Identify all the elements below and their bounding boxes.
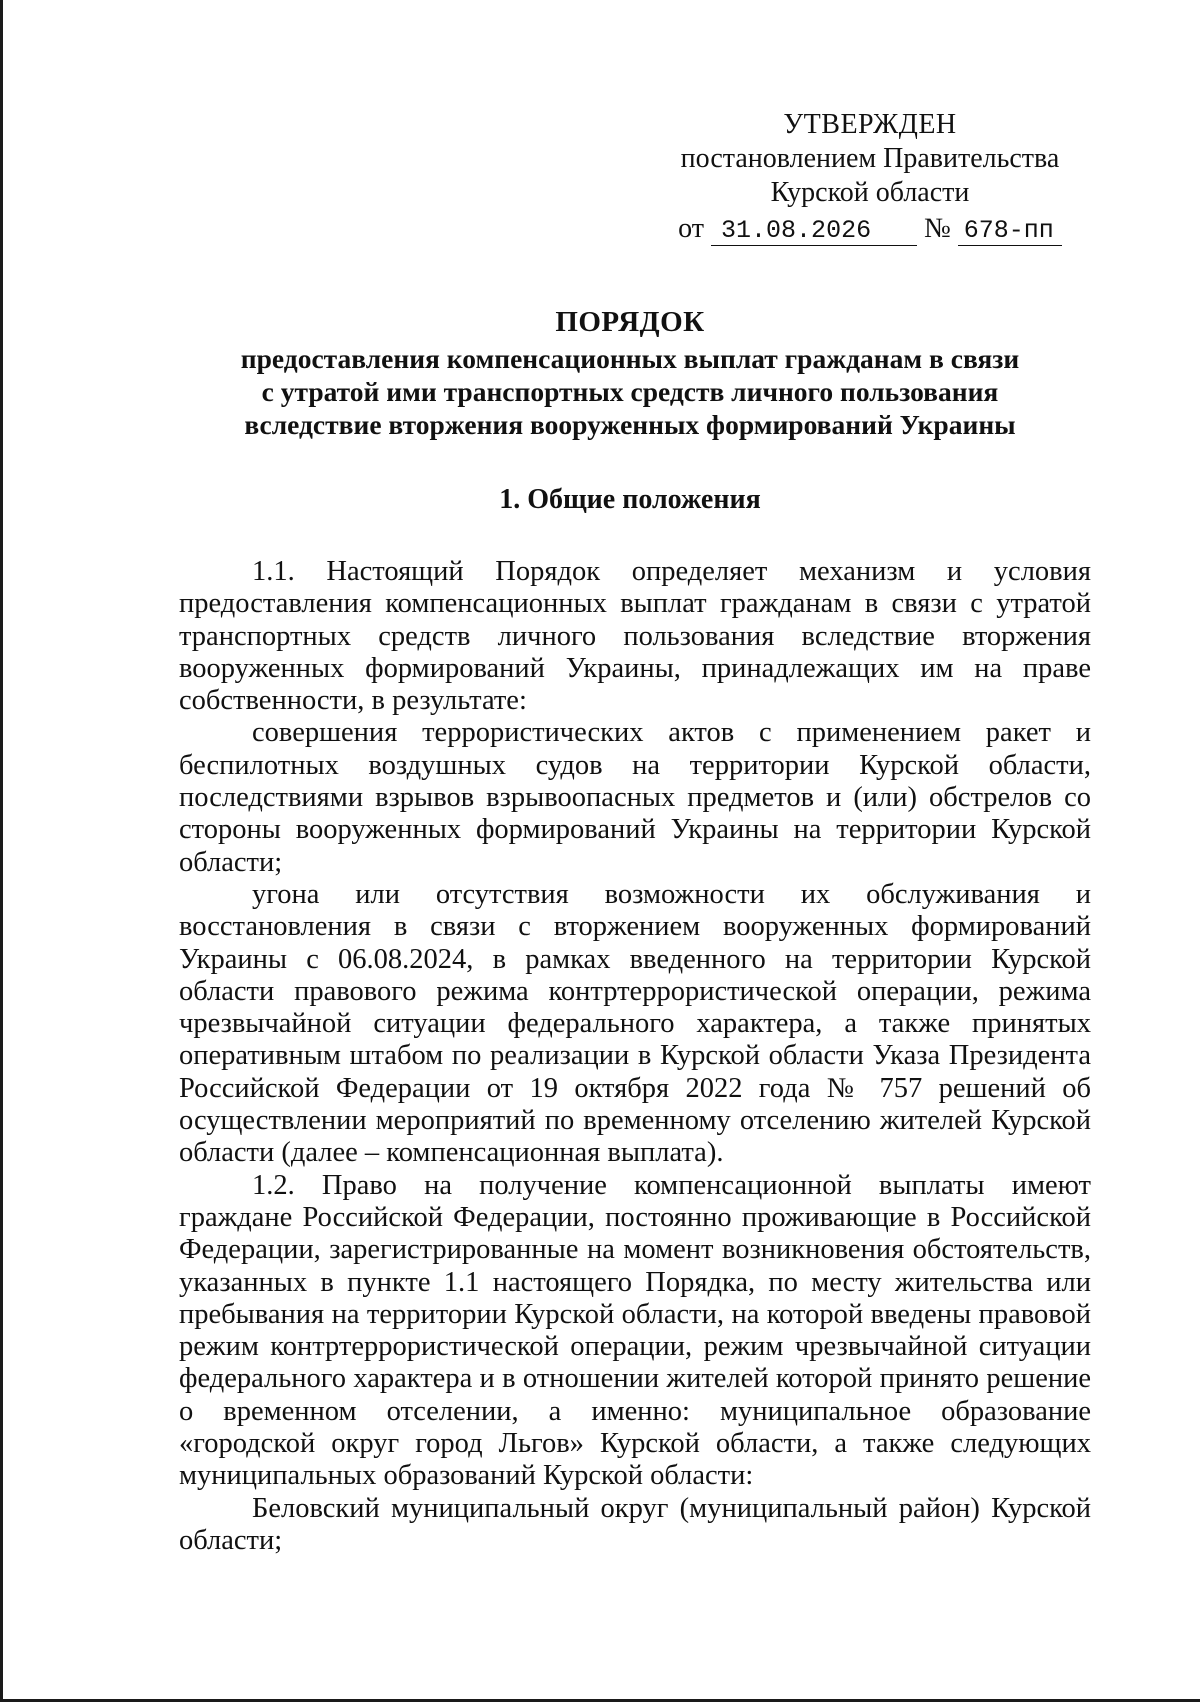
section-heading: 1. Общие положения [499, 484, 761, 515]
approval-date-line [650, 212, 1090, 246]
approval-title: УТВЕРЖДЕН [783, 109, 957, 140]
date-prefix: от [678, 213, 705, 244]
scan-edge-left [0, 0, 3, 1702]
document-subtitle-line: предоставления компенсационных выплат гражданам в связи [240, 343, 1020, 374]
approval-line-2: Курской области [770, 177, 970, 208]
document-subtitle-line: с утратой ими транспортных средств личного пользования [261, 376, 999, 407]
paragraph-1-1: 1.1. Настоящий Порядок определяет механизм и условия предоставления компенсационных выплат гражданам в связи с утратой транспортных средств личного пользования вследствие вторжения вооруженных формирований Украины, принадлежащих им на праве собственности, в результате: [179, 556, 1091, 717]
paragraph-belovsky-district: Беловский муниципальный округ (муниципальный район) Курской области; [179, 1492, 1091, 1556]
approval-number: 678-пп [958, 217, 1062, 246]
document-body [179, 556, 1091, 1557]
document-subtitle [180, 342, 1080, 441]
document-heading [180, 305, 1080, 441]
approval-stamp-block [650, 108, 1090, 246]
approval-line-1: постановлением Правительства [680, 143, 1060, 174]
paragraph-1-2: 1.2. Право на получение компенсационной выплаты имеют граждане Российской Федерации, постоянно проживающие в Российской Федерации, зарегистрированные на момент возникновения обстоятельств, указанных в пункте 1.1 настоящего Порядка, по месту жительства или пребывания на территории Курской области, на которой введены правовой режим контртеррористической операции, режим чрезвычайной ситуации федерального характера и в отношении жителей которой принято решение о временном отселении, а именно: муниципальное образование «городской округ город Льгов» Курской области, а также следующих муниципальных образований Курской области: [179, 1169, 1091, 1492]
document-subtitle-line: вследствие вторжения вооруженных формирований Украины [244, 409, 1016, 440]
approval-date: 31.08.2026 [711, 217, 917, 246]
document-title: ПОРЯДОК [555, 306, 705, 338]
number-prefix: № [924, 213, 951, 244]
paragraph-item-terror-acts: совершения террористических актов с применением ракет и беспилотных воздушных судов на территории Курской области, последствиями взрывов взрывоопасных предметов и (или) обстрелов со стороны вооруженных формирований Украины на территории Курской области; [179, 717, 1091, 878]
paragraph-item-theft: угона или отсутствия возможности их обслуживания и восстановления в связи с вторжением вооруженных формирований Украины с 06.08.2024, в рамках введенного на территории Курской области правового режима контртеррористической операции, режима чрезвычайной ситуации федерального характера, а также принятых оперативным штабом по реализации в Курской области Указа Президента Российской Федерации от 19 октября 2022 года № 757 решений об осуществлении мероприятий по временному отселению жителей Курской области (далее – компенсационная выплата). [179, 878, 1091, 1169]
